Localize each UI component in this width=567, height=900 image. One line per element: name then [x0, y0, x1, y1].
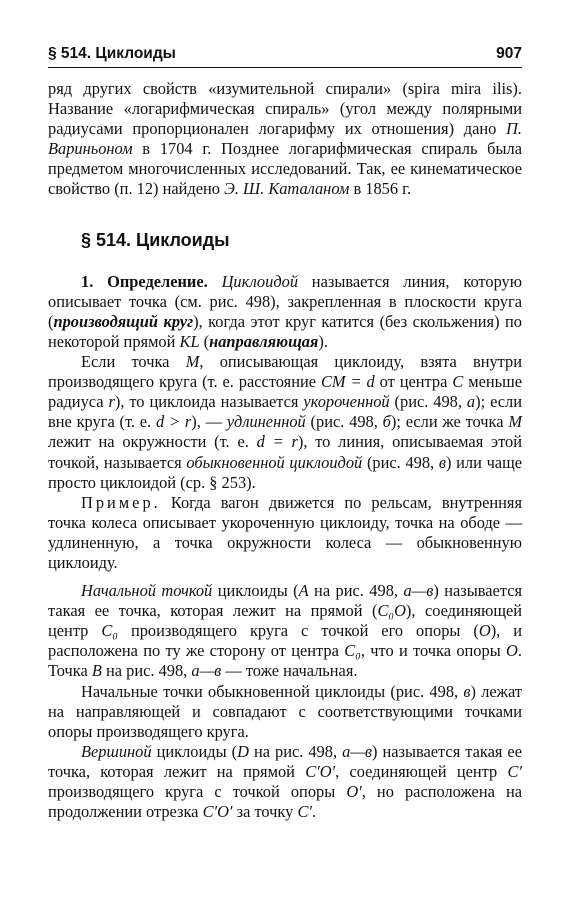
text: на рис. 498, — [101, 661, 192, 681]
text: ), и расположена по ту же сторону от центра — [48, 621, 522, 661]
math: O — [506, 641, 518, 661]
math: O′ — [346, 782, 362, 801]
math: C′O′ — [305, 761, 336, 781]
text: (рис. 498, — [305, 412, 383, 432]
text: . — [311, 802, 317, 822]
text: циклоиды ( — [212, 581, 299, 601]
term: удлиненной — [226, 412, 306, 432]
math: б — [382, 412, 391, 432]
vertex-paragraph — [48, 742, 522, 822]
math: d = r — [256, 432, 298, 452]
math: M — [508, 412, 522, 432]
text: называется линия, которую описывает точка (см. рис. 498), закрепленная в плоскости круга ( — [48, 271, 522, 331]
text: ряд других свойств «изумительной спирали» (spira mira ilis). Название «логарифмическая спираль» (угол между полярными радиусами пропорционален логарифму их отношения) дано — [48, 79, 522, 139]
text: меньше радиуса — [48, 372, 522, 412]
text: ), когда этот круг катится (без скольжения) по некоторой прямой — [48, 311, 522, 351]
person-name: Э. Ш. Каталаном — [224, 179, 350, 199]
math: в — [463, 681, 471, 701]
text: ) или чаще просто циклоидой (ср. § 253). — [48, 452, 522, 492]
text: ( — [199, 331, 210, 351]
intro-paragraph — [48, 79, 522, 200]
example-paragraph — [48, 493, 522, 573]
term: обыкновенной циклоидой — [186, 452, 363, 472]
text: за точку — [232, 802, 298, 822]
text: производящего круга с точкой опоры — [48, 782, 347, 801]
running-header — [48, 45, 522, 68]
text: циклоиды ( — [151, 741, 238, 761]
term: Вершиной — [81, 741, 152, 761]
text: от центра — [374, 372, 453, 392]
term: Циклоидой — [221, 271, 299, 291]
math: а — [466, 392, 476, 412]
initial-point-paragraph — [48, 581, 522, 681]
text: в 1856 г. — [349, 179, 412, 199]
math: r — [108, 392, 115, 412]
text: , описывающая циклоиду, взята внутри производящего круга (т. е. расстояние — [48, 352, 522, 392]
text: . Точка — [48, 641, 522, 681]
math: C₀O — [377, 601, 406, 621]
text: — тоже начальная. — [221, 661, 358, 681]
text: на рис. 498, — [248, 741, 343, 761]
math: KL — [179, 331, 200, 351]
term: укороченной — [303, 392, 390, 412]
text: на рис. 498, — [308, 581, 404, 601]
math: C′ — [297, 802, 312, 822]
term: Начальной точкой — [81, 581, 213, 601]
text: , соединяющей центр — [335, 761, 508, 781]
math: C₀ — [344, 641, 361, 661]
text: ) называется такая ее точка, которая лежит на прямой ( — [48, 581, 523, 621]
cycloid-types-paragraph — [48, 352, 522, 493]
math: C′ — [507, 761, 522, 781]
math: d > r — [156, 412, 192, 432]
math: B — [91, 661, 102, 681]
page-body — [48, 79, 522, 822]
text: лежит на окружности (т. е. — [48, 432, 257, 452]
text: производящего круга с точкой его опоры ( — [117, 621, 479, 641]
text: ); если вне круга (т. е. — [48, 392, 522, 432]
text: ), — — [191, 412, 227, 432]
page-number: 907 — [496, 45, 522, 62]
text: , что и точка опоры — [360, 641, 507, 661]
math: C₀ — [101, 621, 118, 641]
math: а—в — [342, 741, 372, 761]
definition-lead: 1. Определение. — [81, 271, 208, 291]
text: ). — [318, 331, 328, 351]
text: , но расположена на продолжении отрезка — [48, 782, 523, 822]
header-section-title: § 514. Циклоиды — [48, 45, 176, 62]
definition-paragraph — [48, 272, 522, 352]
math: а—в — [191, 661, 222, 681]
math: а—в — [403, 581, 434, 601]
text: ) лежат на направляющей и совпадают с соответствующими точками опоры производящего круга. — [48, 681, 522, 741]
term: производящий круг — [53, 311, 194, 331]
text: ), соединяющей центр — [48, 601, 523, 641]
person-name: П. Вариньоном — [48, 119, 522, 159]
text: Если точка — [81, 352, 186, 372]
text: Когда вагон движется по рельсам, внутренняя точка колеса описывает укороченную циклоиду, точка на ободе — удлиненную, а точка окружности колеса — обыкновенную циклоиду. — [48, 492, 522, 572]
text: в 1704 г. Позднее логарифмическая спираль была предметом многочисленных исследований. Так, ее кинематическое свойство (п. 12) найдено — [48, 139, 522, 199]
math: C — [452, 372, 464, 392]
text: ), то циклоида называется — [114, 392, 304, 412]
text: (рис. 498, — [389, 392, 467, 412]
section-heading: § 514. Циклоиды — [81, 229, 230, 250]
math: в — [438, 452, 446, 472]
text: ), то линия, описываемая этой точкой, называется — [48, 432, 522, 472]
math: A — [298, 581, 309, 601]
term: направляющая — [209, 331, 319, 351]
ordinary-initial-points-paragraph — [48, 682, 522, 742]
text: ); если же точка — [390, 412, 509, 432]
math: CM = d — [320, 372, 375, 392]
text: (рис. 498, — [362, 452, 439, 472]
math: C′O′ — [202, 802, 233, 822]
math: O — [478, 621, 491, 641]
text: ) называется такая ее точка, которая лежит на прямой — [48, 741, 522, 781]
math: M — [185, 352, 200, 372]
example-lead: Пример. — [81, 492, 161, 512]
text: Начальные точки обыкновенной циклоиды (рис. 498, — [81, 681, 464, 701]
math: D — [237, 741, 249, 761]
